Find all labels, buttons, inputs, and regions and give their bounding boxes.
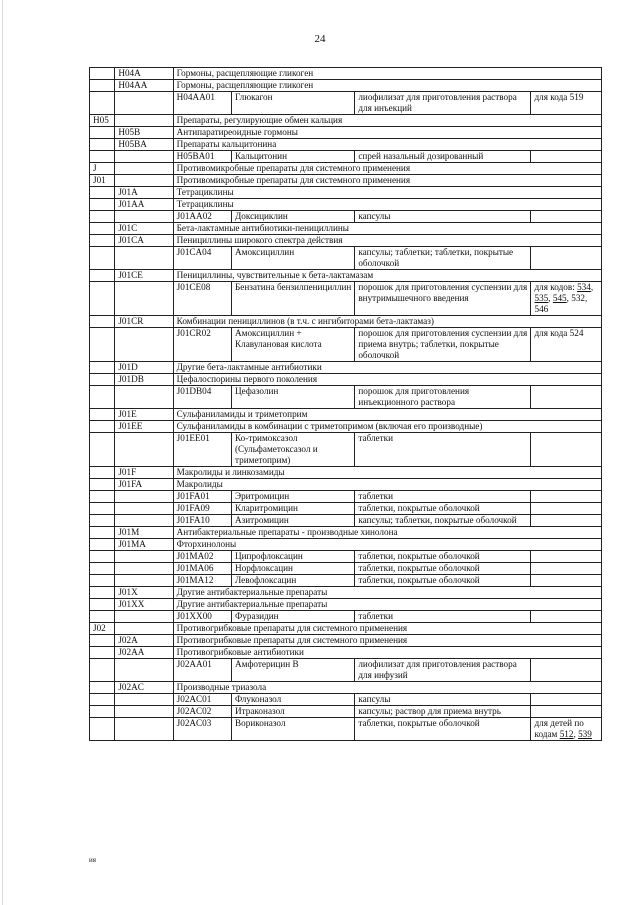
table-row xyxy=(90,611,602,623)
subgroup-code-cell xyxy=(115,247,173,270)
note-cell xyxy=(531,491,602,503)
group-code-cell xyxy=(90,694,115,706)
group-code-cell: J02 xyxy=(90,623,115,635)
group-code-cell xyxy=(90,421,115,433)
subgroup-code-cell xyxy=(115,115,173,127)
subgroup-code-cell xyxy=(115,563,173,575)
atc-code-cell: J01CR02 xyxy=(173,328,231,362)
group-name-cell: Сульфаниламиды в комбинации с триметопримом (включая его производные) xyxy=(173,421,601,433)
subgroup-code-cell: H05B xyxy=(115,127,173,139)
group-code-cell xyxy=(90,563,115,575)
group-code-cell xyxy=(90,282,115,316)
subgroup-code-cell: J01X xyxy=(115,587,173,599)
group-name-cell: Пенициллины, чувствительные к бета-лактамазам xyxy=(173,270,601,282)
table-row xyxy=(90,374,602,386)
atc-code-cell: J01CE08 xyxy=(173,282,231,316)
subgroup-code-cell: J01A xyxy=(115,187,173,199)
dosage-form-cell: таблетки, покрытые оболочкой xyxy=(355,575,531,587)
table-row xyxy=(90,409,602,421)
group-name-cell: Противогрибковые препараты для системного применения xyxy=(173,635,601,647)
drug-name-cell: Кальцитонин xyxy=(232,151,355,163)
table-row xyxy=(90,139,602,151)
table-row xyxy=(90,235,602,247)
note-cell: для детей по кодам 512, 539 xyxy=(531,718,602,741)
table-row xyxy=(90,647,602,659)
table-row xyxy=(90,635,602,647)
drug-name-cell: Фуразидин xyxy=(232,611,355,623)
subgroup-code-cell: J02A xyxy=(115,635,173,647)
group-code-cell xyxy=(90,270,115,282)
dosage-form-cell: спрей назальный дозированный xyxy=(355,151,531,163)
group-code-cell: J01 xyxy=(90,175,115,187)
table-row xyxy=(90,328,602,362)
subgroup-code-cell xyxy=(115,659,173,682)
table-row xyxy=(90,539,602,551)
group-code-cell xyxy=(90,235,115,247)
group-code-cell xyxy=(90,80,115,92)
atc-code-cell: J01FA10 xyxy=(173,515,231,527)
table-row xyxy=(90,599,602,611)
table-row xyxy=(90,694,602,706)
table-row xyxy=(90,362,602,374)
subgroup-code-cell: H04A xyxy=(115,68,173,80)
atc-code-cell: J01FA09 xyxy=(173,503,231,515)
group-name-cell: Препараты кальцитонина xyxy=(173,139,601,151)
table-row xyxy=(90,115,602,127)
subgroup-code-cell: J01FA xyxy=(115,479,173,491)
subgroup-code-cell xyxy=(115,503,173,515)
subgroup-code-cell: J01EE xyxy=(115,421,173,433)
group-name-cell: Гормоны, расщепляющие гликоген xyxy=(173,80,601,92)
group-code-cell xyxy=(90,706,115,718)
subgroup-code-cell xyxy=(115,694,173,706)
note-cell xyxy=(531,659,602,682)
note-cell xyxy=(531,706,602,718)
subgroup-code-cell xyxy=(115,175,173,187)
subgroup-code-cell: J01CA xyxy=(115,235,173,247)
group-code-cell xyxy=(90,247,115,270)
dosage-form-cell: таблетки, покрытые оболочкой xyxy=(355,551,531,563)
subgroup-code-cell: J01E xyxy=(115,409,173,421)
note-cell: для кода 524 xyxy=(531,328,602,362)
group-code-cell xyxy=(90,139,115,151)
table-row xyxy=(90,479,602,491)
group-code-cell xyxy=(90,68,115,80)
group-code-cell xyxy=(90,362,115,374)
subgroup-code-cell: H05BA xyxy=(115,139,173,151)
group-name-cell: Пенициллины широкого спектра действия xyxy=(173,235,601,247)
subgroup-code-cell xyxy=(115,623,173,635)
group-code-cell xyxy=(90,575,115,587)
group-code-cell xyxy=(90,187,115,199)
group-name-cell: Другие антибактериальные препараты xyxy=(173,587,601,599)
group-name-cell: Фторхинолоны xyxy=(173,539,601,551)
note-cell xyxy=(531,247,602,270)
dosage-form-cell: лиофилизат для приготовления раствора для инъекций xyxy=(355,92,531,115)
drug-name-cell: Амоксициллин + Клавулановая кислота xyxy=(232,328,355,362)
table-row xyxy=(90,421,602,433)
footer-mark: ия xyxy=(89,856,96,864)
drug-name-cell: Ко-тримоксазол (Сульфаметоксазол и триметоприм) xyxy=(232,433,355,467)
group-code-cell xyxy=(90,479,115,491)
group-name-cell: Противомикробные препараты для системного применения xyxy=(173,163,601,175)
atc-code-cell: J01MA02 xyxy=(173,551,231,563)
dosage-form-cell: капсулы; раствор для приема внутрь xyxy=(355,706,531,718)
group-code-cell xyxy=(90,659,115,682)
table-row xyxy=(90,491,602,503)
dosage-form-cell: таблетки xyxy=(355,491,531,503)
group-code-cell xyxy=(90,515,115,527)
group-name-cell: Комбинации пенициллинов (в т.ч. с ингибиторами бета-лактамаз) xyxy=(173,316,601,328)
note-cell xyxy=(531,386,602,409)
group-code-cell xyxy=(90,433,115,467)
group-code-cell xyxy=(90,527,115,539)
subgroup-code-cell xyxy=(115,151,173,163)
drug-name-cell: Итраконазол xyxy=(232,706,355,718)
subgroup-code-cell xyxy=(115,386,173,409)
subgroup-code-cell: J01AA xyxy=(115,199,173,211)
subgroup-code-cell xyxy=(115,515,173,527)
group-code-cell xyxy=(90,199,115,211)
table-row xyxy=(90,433,602,467)
group-name-cell: Цефалоспорины первого поколения xyxy=(173,374,601,386)
subgroup-code-cell xyxy=(115,551,173,563)
subgroup-code-cell: J01F xyxy=(115,467,173,479)
subgroup-code-cell xyxy=(115,211,173,223)
table-row xyxy=(90,211,602,223)
table-row xyxy=(90,386,602,409)
drug-name-cell: Вориконазол xyxy=(232,718,355,741)
subgroup-code-cell xyxy=(115,611,173,623)
group-name-cell: Препараты, регулирующие обмен кальция xyxy=(173,115,601,127)
atc-code-cell: H05BA01 xyxy=(173,151,231,163)
subgroup-code-cell xyxy=(115,491,173,503)
subgroup-code-cell: J01XX xyxy=(115,599,173,611)
group-code-cell xyxy=(90,599,115,611)
group-code-cell xyxy=(90,491,115,503)
group-code-cell xyxy=(90,503,115,515)
note-cell xyxy=(531,611,602,623)
group-name-cell: Противомикробные препараты для системного применения xyxy=(173,175,601,187)
subgroup-code-cell xyxy=(115,433,173,467)
drug-name-cell: Амоксициллин xyxy=(232,247,355,270)
drug-name-cell: Флуконазол xyxy=(232,694,355,706)
table-row xyxy=(90,587,602,599)
group-name-cell: Сульфаниламиды и триметоприм xyxy=(173,409,601,421)
table-row xyxy=(90,127,602,139)
atc-code-cell: J02AA01 xyxy=(173,659,231,682)
table-row xyxy=(90,80,602,92)
group-code-cell xyxy=(90,718,115,741)
subgroup-code-cell: J01CE xyxy=(115,270,173,282)
subgroup-code-cell xyxy=(115,575,173,587)
subgroup-code-cell: J01DB xyxy=(115,374,173,386)
table-row xyxy=(90,563,602,575)
note-cell xyxy=(531,694,602,706)
dosage-form-cell: лиофилизат для приготовления раствора для инфузий xyxy=(355,659,531,682)
note-cell xyxy=(531,551,602,563)
table-row xyxy=(90,92,602,115)
atc-code-cell: J01XX00 xyxy=(173,611,231,623)
group-code-cell xyxy=(90,587,115,599)
group-code-cell xyxy=(90,316,115,328)
group-code-cell xyxy=(90,211,115,223)
group-code-cell xyxy=(90,151,115,163)
table-row xyxy=(90,316,602,328)
note-cell xyxy=(531,433,602,467)
group-name-cell: Макролиды xyxy=(173,479,601,491)
group-code-cell xyxy=(90,551,115,563)
subgroup-code-cell xyxy=(115,706,173,718)
dosage-form-cell: капсулы xyxy=(355,694,531,706)
table-row xyxy=(90,163,602,175)
table-row xyxy=(90,175,602,187)
group-code-cell xyxy=(90,223,115,235)
group-name-cell: Макролиды и линкозамиды xyxy=(173,467,601,479)
group-name-cell: Другие бета-лактамные антибиотики xyxy=(173,362,601,374)
table-row xyxy=(90,718,602,741)
group-name-cell: Бета-лактамные антибиотики-пенициллины xyxy=(173,223,601,235)
group-code-cell xyxy=(90,374,115,386)
group-code-cell xyxy=(90,386,115,409)
atc-code-cell: H04AA01 xyxy=(173,92,231,115)
subgroup-code-cell xyxy=(115,282,173,316)
table-row xyxy=(90,270,602,282)
table-row xyxy=(90,503,602,515)
group-code-cell: H05 xyxy=(90,115,115,127)
atc-code-cell: J01MA12 xyxy=(173,575,231,587)
subgroup-code-cell: J01M xyxy=(115,527,173,539)
drug-name-cell: Ципрофлоксацин xyxy=(232,551,355,563)
table-row xyxy=(90,575,602,587)
group-code-cell xyxy=(90,127,115,139)
dosage-form-cell: капсулы; таблетки, покрытые оболочкой xyxy=(355,515,531,527)
group-name-cell: Другие антибактериальные препараты xyxy=(173,599,601,611)
subgroup-code-cell: J01CR xyxy=(115,316,173,328)
atc-code-cell: J02AC03 xyxy=(173,718,231,741)
page-number: 24 xyxy=(314,33,326,45)
dosage-form-cell: таблетки, покрытые оболочкой xyxy=(355,718,531,741)
table-row xyxy=(90,467,602,479)
drug-table-body xyxy=(90,68,602,741)
subgroup-code-cell: J01D xyxy=(115,362,173,374)
atc-code-cell: J02AC01 xyxy=(173,694,231,706)
group-code-cell xyxy=(90,539,115,551)
group-name-cell: Противогрибковые препараты для системного применения xyxy=(173,623,601,635)
group-name-cell: Гормоны, расщепляющие гликоген xyxy=(173,68,601,80)
table-row xyxy=(90,199,602,211)
dosage-form-cell: капсулы xyxy=(355,211,531,223)
dosage-form-cell: порошок для приготовления суспензии для внутримышечного введения xyxy=(355,282,531,316)
group-code-cell: J xyxy=(90,163,115,175)
drug-name-cell: Эритромицин xyxy=(232,491,355,503)
table-row xyxy=(90,151,602,163)
drug-name-cell: Бензатина бензилпенициллин xyxy=(232,282,355,316)
group-code-cell xyxy=(90,647,115,659)
dosage-form-cell: таблетки, покрытые оболочкой xyxy=(355,503,531,515)
group-name-cell: Производные триазола xyxy=(173,682,601,694)
table-row xyxy=(90,623,602,635)
note-cell xyxy=(531,515,602,527)
note-cell: для кода 519 xyxy=(531,92,602,115)
group-code-cell xyxy=(90,409,115,421)
note-cell xyxy=(531,151,602,163)
subgroup-code-cell xyxy=(115,163,173,175)
table-row xyxy=(90,282,602,316)
subgroup-code-cell: J01C xyxy=(115,223,173,235)
subgroup-code-cell: H04AA xyxy=(115,80,173,92)
note-cell xyxy=(531,211,602,223)
subgroup-code-cell xyxy=(115,92,173,115)
subgroup-code-cell: J02AC xyxy=(115,682,173,694)
table-row xyxy=(90,247,602,270)
drug-name-cell: Доксициклин xyxy=(232,211,355,223)
atc-code-cell: J01AA02 xyxy=(173,211,231,223)
dosage-form-cell: таблетки xyxy=(355,611,531,623)
subgroup-code-cell: J02AA xyxy=(115,647,173,659)
group-code-cell xyxy=(90,611,115,623)
group-name-cell: Антипаратиреоидные гормоны xyxy=(173,127,601,139)
group-name-cell: Антибактериальные препараты - производные хинолона xyxy=(173,527,601,539)
table-row xyxy=(90,551,602,563)
group-name-cell: Тетрациклины xyxy=(173,199,601,211)
atc-code-cell: J01CA04 xyxy=(173,247,231,270)
dosage-form-cell: порошок для приготовления суспензии для приема внутрь; таблетки, покрытые оболочкой xyxy=(355,328,531,362)
group-name-cell: Тетрациклины xyxy=(173,187,601,199)
dosage-form-cell: капсулы; таблетки; таблетки, покрытые оболочкой xyxy=(355,247,531,270)
drug-table xyxy=(89,67,602,741)
note-cell: для кодов: 534, 535, 545, 532, 546 xyxy=(531,282,602,316)
atc-code-cell: J01MA06 xyxy=(173,563,231,575)
subgroup-code-cell xyxy=(115,718,173,741)
drug-name-cell: Глюкагон xyxy=(232,92,355,115)
drug-name-cell: Левофлоксацин xyxy=(232,575,355,587)
note-cell xyxy=(531,503,602,515)
atc-code-cell: J01EE01 xyxy=(173,433,231,467)
table-row xyxy=(90,68,602,80)
table-row xyxy=(90,515,602,527)
group-code-cell xyxy=(90,92,115,115)
group-code-cell xyxy=(90,328,115,362)
dosage-form-cell: порошок для приготовления инъекционного раствора xyxy=(355,386,531,409)
table-row xyxy=(90,682,602,694)
group-code-cell xyxy=(90,467,115,479)
dosage-form-cell: таблетки xyxy=(355,433,531,467)
group-code-cell xyxy=(90,682,115,694)
table-row xyxy=(90,223,602,235)
subgroup-code-cell xyxy=(115,328,173,362)
atc-code-cell: J01FA01 xyxy=(173,491,231,503)
subgroup-code-cell: J01MA xyxy=(115,539,173,551)
drug-name-cell: Норфлоксацин xyxy=(232,563,355,575)
dosage-form-cell: таблетки, покрытые оболочкой xyxy=(355,563,531,575)
table-row xyxy=(90,187,602,199)
group-code-cell xyxy=(90,635,115,647)
atc-code-cell: J01DB04 xyxy=(173,386,231,409)
table-row xyxy=(90,527,602,539)
drug-name-cell: Цефазолин xyxy=(232,386,355,409)
note-cell xyxy=(531,575,602,587)
table-row xyxy=(90,706,602,718)
scan-edge-line xyxy=(2,0,3,905)
atc-code-cell: J02AC02 xyxy=(173,706,231,718)
drug-name-cell: Кларитромицин xyxy=(232,503,355,515)
table-row xyxy=(90,659,602,682)
drug-name-cell: Азитромицин xyxy=(232,515,355,527)
group-name-cell: Противогрибковые антибиотики xyxy=(173,647,601,659)
drug-name-cell: Амфотерицин В xyxy=(232,659,355,682)
note-cell xyxy=(531,563,602,575)
